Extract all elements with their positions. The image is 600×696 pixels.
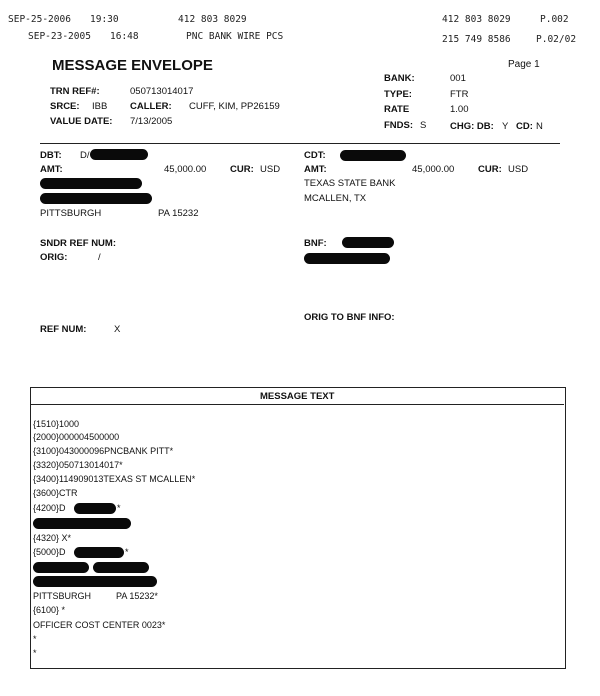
bnf-label: BNF: bbox=[304, 238, 327, 249]
rate-value: 1.00 bbox=[450, 104, 469, 115]
message-line: {3100}043000096PNCBANK PITT* bbox=[33, 446, 174, 456]
caller-label: CALLER: bbox=[130, 101, 172, 112]
message-line-suffix: * bbox=[125, 547, 129, 557]
sndr-ref-label: SNDR REF NUM: bbox=[40, 238, 116, 249]
fax-line2-time: 16:48 bbox=[110, 31, 139, 42]
redaction bbox=[304, 253, 390, 264]
message-line-suffix: * bbox=[117, 503, 121, 513]
message-line: * bbox=[33, 648, 37, 658]
dbt-label: DBT: bbox=[40, 150, 62, 161]
message-line: {3400}114909013TEXAS ST MCALLEN* bbox=[33, 474, 196, 484]
debit-state-zip: PA 15232 bbox=[158, 208, 199, 219]
fax-line1-phone-right: 412 803 8029 bbox=[442, 14, 511, 25]
fax-line1-date: SEP-25-2006 bbox=[8, 14, 71, 25]
cd-value: N bbox=[536, 121, 543, 132]
fnds-label: FNDS: bbox=[384, 120, 414, 131]
chg-label: CHG: DB: bbox=[450, 121, 494, 132]
debit-amt-label: AMT: bbox=[40, 164, 63, 175]
ref-num-value: X bbox=[114, 324, 121, 335]
fax-line1-time: 19:30 bbox=[90, 14, 119, 25]
chg-value: Y bbox=[502, 121, 509, 132]
credit-amt-value: 45,000.00 bbox=[412, 164, 455, 175]
message-line: {2000}000004500000 bbox=[33, 432, 120, 442]
redaction bbox=[33, 518, 131, 529]
message-line: OFFICER COST CENTER 0023* bbox=[33, 620, 166, 630]
credit-cur-value: USD bbox=[508, 164, 529, 175]
redaction bbox=[342, 237, 394, 248]
orig-value: / bbox=[98, 252, 101, 263]
debit-city: PITTSBURGH bbox=[40, 208, 102, 219]
redaction bbox=[40, 178, 142, 189]
fax-line2-page: P.02/02 bbox=[536, 34, 577, 45]
bank-value: 001 bbox=[450, 73, 466, 84]
debit-cur-value: USD bbox=[260, 164, 281, 175]
message-line: {3600}CTR bbox=[33, 488, 78, 498]
redaction bbox=[74, 503, 116, 514]
fax-line1-page: P.002 bbox=[540, 14, 569, 25]
credit-amt-label: AMT: bbox=[304, 164, 327, 175]
debit-amt-value: 45,000.00 bbox=[164, 164, 207, 175]
debit-cur-label: CUR: bbox=[230, 164, 254, 175]
message-text-title: MESSAGE TEXT bbox=[260, 391, 335, 402]
value-date-label: VALUE DATE: bbox=[50, 116, 113, 127]
message-line: {4200}D bbox=[33, 503, 66, 513]
credit-bank-city: MCALLEN, TX bbox=[304, 193, 367, 204]
trn-ref-label: TRN REF#: bbox=[50, 86, 100, 97]
fax-line1-phone: 412 803 8029 bbox=[178, 14, 247, 25]
srce-value: IBB bbox=[92, 101, 108, 112]
srce-label: SRCE: bbox=[50, 101, 80, 112]
type-value: FTR bbox=[450, 89, 469, 100]
fax-line2-date: SEP-23-2005 bbox=[28, 31, 91, 42]
ref-num-label: REF NUM: bbox=[40, 324, 87, 335]
message-line: {5000}D bbox=[33, 547, 66, 557]
redaction bbox=[340, 150, 406, 161]
redaction bbox=[90, 149, 148, 160]
trn-ref-value: 050713014017 bbox=[130, 86, 194, 97]
type-label: TYPE: bbox=[384, 89, 412, 100]
page-number: Page 1 bbox=[508, 59, 540, 70]
redaction bbox=[93, 562, 149, 573]
fax-line2-phone-right: 215 749 8586 bbox=[442, 34, 511, 45]
credit-cur-label: CUR: bbox=[478, 164, 502, 175]
rate-label: RATE bbox=[384, 104, 410, 115]
redaction bbox=[74, 547, 124, 558]
redaction bbox=[40, 193, 152, 204]
fax-line2-sender: PNC BANK WIRE PCS bbox=[186, 31, 284, 42]
fnds-value: S bbox=[420, 120, 427, 131]
caller-value: CUFF, KIM, PP26159 bbox=[189, 101, 280, 112]
header-divider bbox=[40, 143, 560, 144]
message-line: * bbox=[33, 634, 37, 644]
credit-bank-name: TEXAS STATE BANK bbox=[304, 178, 396, 189]
dbt-value: D/ bbox=[80, 150, 90, 161]
orig-to-bnf-label: ORIG TO BNF INFO: bbox=[304, 312, 395, 323]
page-title: MESSAGE ENVELOPE bbox=[52, 57, 213, 74]
redaction bbox=[33, 576, 157, 587]
message-line: {4320} X* bbox=[33, 533, 72, 543]
orig-label: ORIG: bbox=[40, 252, 68, 263]
message-line: {3320}050713014017* bbox=[33, 460, 123, 470]
message-line: {6100} * bbox=[33, 605, 66, 615]
message-title-divider bbox=[31, 404, 564, 405]
message-line: {1510}1000 bbox=[33, 419, 80, 429]
cd-label: CD: bbox=[516, 121, 533, 132]
redaction bbox=[33, 562, 89, 573]
value-date-value: 7/13/2005 bbox=[130, 116, 173, 127]
bank-label: BANK: bbox=[384, 73, 415, 84]
message-line: PITTSBURGH PA 15232* bbox=[33, 591, 158, 601]
cdt-label: CDT: bbox=[304, 150, 326, 161]
